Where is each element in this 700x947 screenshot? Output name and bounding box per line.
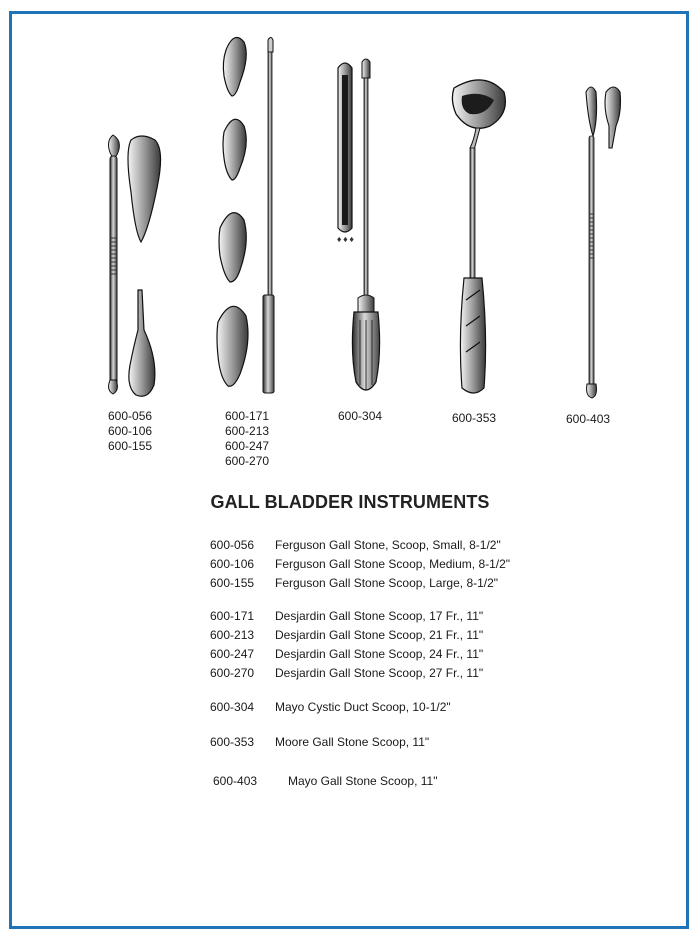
item-code: 600-247 [210,647,255,661]
figure-label-moore [452,411,496,426]
item-description: Ferguson Gall Stone Scoop, Medium, 8-1/2" [275,557,511,571]
figure-code: 600-270 [225,454,270,468]
ferguson-scoop-illustration [109,135,161,396]
item-code: 600-213 [210,628,255,642]
figure-code: 600-403 [566,412,611,426]
page-title: GALL BLADDER INSTRUMENTS [210,492,490,512]
item-description: Desjardin Gall Stone Scoop, 27 Fr., 11" [275,666,484,680]
figure-label-ferguson [108,409,152,454]
item-code: 600-171 [210,609,255,623]
item-description: Ferguson Gall Stone, Scoop, Small, 8-1/2" [275,538,501,552]
item-code: 600-106 [210,557,255,571]
item-code: 600-304 [210,700,255,714]
item-description: Mayo Gall Stone Scoop, 11" [288,774,438,788]
mayo-gall-stone-scoop-illustration [586,87,621,398]
figure-label-desjardin [225,409,269,469]
item-code: 600-403 [213,774,258,788]
mayo-cystic-duct-scoop-illustration [336,59,380,390]
figure-code: 600-155 [108,439,153,453]
figure-code: 600-213 [225,424,270,438]
item-code: 600-270 [210,666,255,680]
desjardin-scoop-illustration [217,38,274,394]
item-description: Ferguson Gall Stone Scoop, Large, 8-1/2" [275,576,499,590]
figure-code: 600-171 [225,409,270,423]
figure-code: 600-247 [225,439,270,453]
figure-code: 600-106 [108,424,153,438]
item-code: 600-353 [210,735,255,749]
item-description: Desjardin Gall Stone Scoop, 17 Fr., 11" [275,609,484,623]
item-description: Moore Gall Stone Scoop, 11" [275,735,430,749]
figure-label-mayo-cystic [338,409,382,424]
figure-label-mayo-gall [566,412,610,427]
svg-text:♦♦♦: ♦♦♦ [336,236,355,244]
item-description: Desjardin Gall Stone Scoop, 24 Fr., 11" [275,647,484,661]
item-description: Desjardin Gall Stone Scoop, 21 Fr., 11" [275,628,484,642]
item-description: Mayo Cystic Duct Scoop, 10-1/2" [275,700,451,714]
moore-scoop-illustration [452,80,505,393]
item-code: 600-056 [210,538,255,552]
figure-code: 600-353 [452,411,497,425]
figure-code: 600-056 [108,409,153,423]
item-code: 600-155 [210,576,255,590]
figure-code: 600-304 [338,409,383,423]
